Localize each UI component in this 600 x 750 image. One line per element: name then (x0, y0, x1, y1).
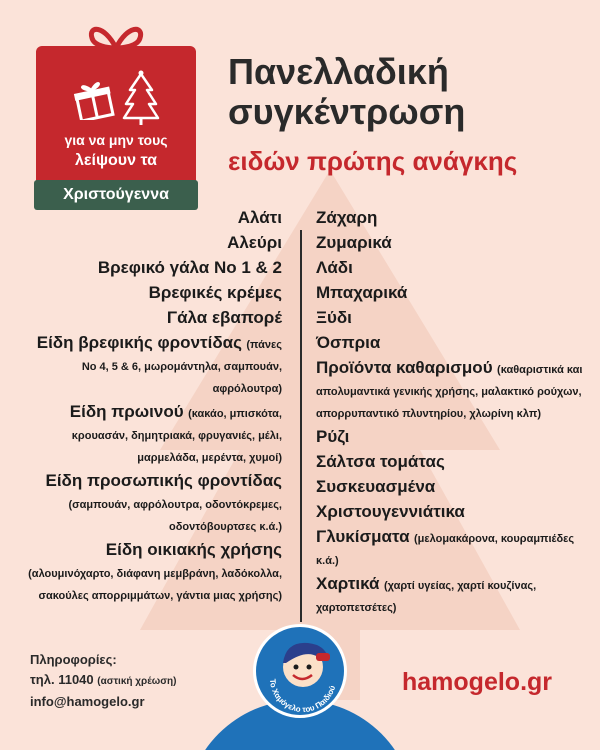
list-item (20, 232, 282, 255)
logo-text: Το Χαμόγελο του Παιδιού (267, 678, 338, 715)
present-icon (72, 80, 116, 120)
item-name: Είδη οικιακής χρήσης (105, 540, 282, 559)
list-item (316, 332, 586, 355)
item-name: Όσπρια (316, 333, 381, 352)
list-item (316, 282, 586, 305)
phone-note: (αστική χρέωση) (97, 676, 177, 687)
list-item (20, 257, 282, 280)
item-note: (αλουμινόχαρτο, διάφανη μεμβράνη, λαδόκολλα, σακούλες απορριμμάτων, γάντια μιας χρήσης) (28, 568, 282, 602)
list-item (316, 451, 586, 474)
item-note: (καθαριστικά και απολυμαντικά γενικής χρήσης, μαλακτικό ρούχων, απορρυπαντικό πλυντηρίου, χλωρίνη κλπ) (316, 364, 583, 420)
column-divider (300, 230, 302, 622)
list-item (316, 526, 586, 571)
tree-icon (122, 70, 160, 126)
contact-info (30, 650, 176, 712)
item-name: Προϊόντα καθαρισμού (316, 358, 493, 377)
list-item (20, 332, 282, 399)
list-item (20, 539, 282, 606)
list-item (316, 207, 586, 230)
christmas-gift-badge (36, 22, 196, 203)
item-name: Αλεύρι (227, 233, 282, 252)
item-note: (πάνες Νο 4, 5 & 6, μωρομάντηλα, σαμπουάν, αφρόλουτρα) (81, 339, 282, 395)
item-name: Είδη πρωινού (69, 402, 184, 421)
list-item (316, 573, 586, 618)
list-item (316, 357, 586, 424)
badge-line-2: λείψουν τα (75, 152, 157, 169)
page-title (228, 52, 465, 132)
item-note: (χαρτί υγείας, χαρτί κουζίνας, χαρτοπετσέτες) (316, 580, 537, 614)
website-link[interactable]: hamogelo.gr (402, 668, 553, 696)
list-item (316, 257, 586, 280)
item-name: Χαρτικά (316, 574, 380, 593)
email-address: info@hamogelo.gr (30, 694, 145, 709)
hamogelo-logo (253, 624, 347, 718)
item-note: (σαμπουάν, αφρόλουτρα, οδοντόκρεμες, οδοντόβουρτσες κ.ά.) (68, 499, 282, 533)
list-item (316, 476, 586, 499)
list-item (316, 232, 586, 255)
item-name: Βρεφικό γάλα Νο 1 & 2 (97, 258, 282, 277)
list-item (20, 307, 282, 330)
badge-banner: Χριστούγεννα (34, 180, 198, 210)
item-name: Ζάχαρη (316, 208, 378, 227)
item-note: (κακάο, μπισκότα, κρουασάν, δημητριακά, φρυγανιές, μέλι, μαρμελάδα, μερέντα, χυμοί) (71, 408, 282, 464)
item-name: Χριστουγεννιάτικα (316, 502, 465, 521)
item-name: Ρύζι (316, 427, 350, 446)
title-line-1: Πανελλαδική (228, 51, 449, 92)
page-subtitle: ειδών πρώτης ανάγκης (228, 146, 518, 176)
item-name: Μπαχαρικά (316, 283, 408, 302)
item-name: Είδη βρεφικής φροντίδας (36, 333, 242, 352)
item-name: Βρεφικές κρέμες (148, 283, 282, 302)
badge-line-1: για να μην τους (64, 132, 168, 148)
title-line-2: συγκέντρωση (228, 91, 466, 132)
left-items-list (20, 207, 282, 608)
item-name: Αλάτι (237, 208, 282, 227)
item-name: Σάλτσα τομάτας (316, 452, 445, 471)
smiling-child-logo-icon (256, 627, 350, 721)
item-name: Συσκευασμένα (316, 477, 436, 496)
item-name: Ζυμαρικά (316, 233, 392, 252)
item-name: Γάλα εβαπορέ (166, 308, 282, 327)
list-item (20, 401, 282, 468)
item-note: (μελομακάρονα, κουραμπιέδες κ.ά.) (316, 533, 575, 567)
item-name: Είδη προσωπικής φροντίδας (45, 471, 282, 490)
list-item (316, 501, 586, 524)
item-name: Γλυκίσματα (316, 527, 410, 546)
list-item (316, 426, 586, 449)
list-item (20, 207, 282, 230)
info-label: Πληροφορίες: (30, 652, 117, 667)
list-item (316, 307, 586, 330)
list-item (20, 470, 282, 537)
item-name: Λάδι (316, 258, 353, 277)
list-item (20, 282, 282, 305)
item-name: Ξύδι (316, 308, 352, 327)
right-items-list (316, 207, 586, 620)
phone-number: τηλ. 11040 (30, 672, 94, 687)
